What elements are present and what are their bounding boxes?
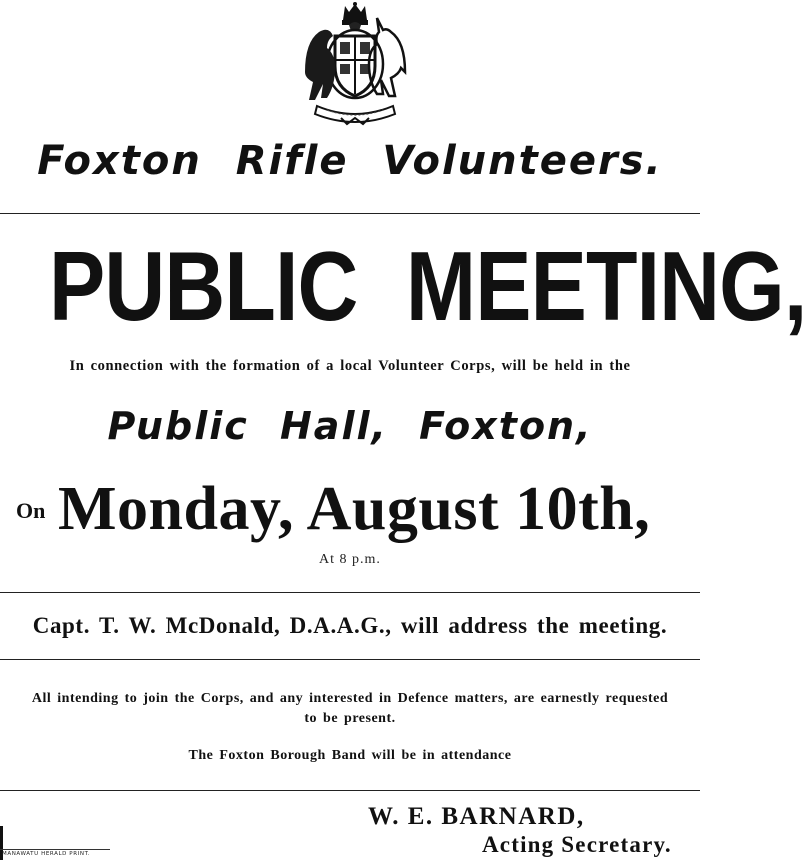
divider bbox=[0, 659, 700, 660]
headline: PUBLIC MEETING, bbox=[49, 231, 806, 341]
printer-divider bbox=[0, 849, 110, 850]
signatory-name: W. E. BARNARD, bbox=[368, 803, 585, 830]
date-main: Monday, August 10th, bbox=[58, 475, 651, 543]
date-prefix: On bbox=[16, 498, 46, 523]
divider bbox=[0, 592, 700, 593]
appeal-line: to be present. bbox=[304, 711, 396, 726]
band-notice: The Foxton Borough Band will be in attendance bbox=[188, 748, 512, 763]
appeal-line: All intending to join the Corps, and any interested in Defence matters, are earnestly requested bbox=[31, 691, 669, 706]
divider bbox=[0, 790, 700, 791]
divider bbox=[0, 213, 700, 214]
printer-imprint: MANAWATU HERALD PRINT. bbox=[2, 851, 91, 857]
date-line bbox=[0, 474, 700, 544]
organization-title: Foxton Rifle Volunteers. bbox=[37, 138, 663, 184]
appeal-text bbox=[0, 689, 700, 729]
royal-coat-of-arms-icon bbox=[295, 2, 415, 124]
signatory-title: Acting Secretary. bbox=[482, 832, 672, 857]
meeting-time: At 8 p.m. bbox=[319, 552, 381, 567]
speaker-line: Capt. T. W. McDonald, D.A.A.G., will address the meeting. bbox=[32, 613, 668, 638]
intro-text: In connection with the formation of a local Volunteer Corps, will be held in the bbox=[69, 358, 631, 374]
venue: Public Hall, Foxton, bbox=[107, 404, 593, 448]
